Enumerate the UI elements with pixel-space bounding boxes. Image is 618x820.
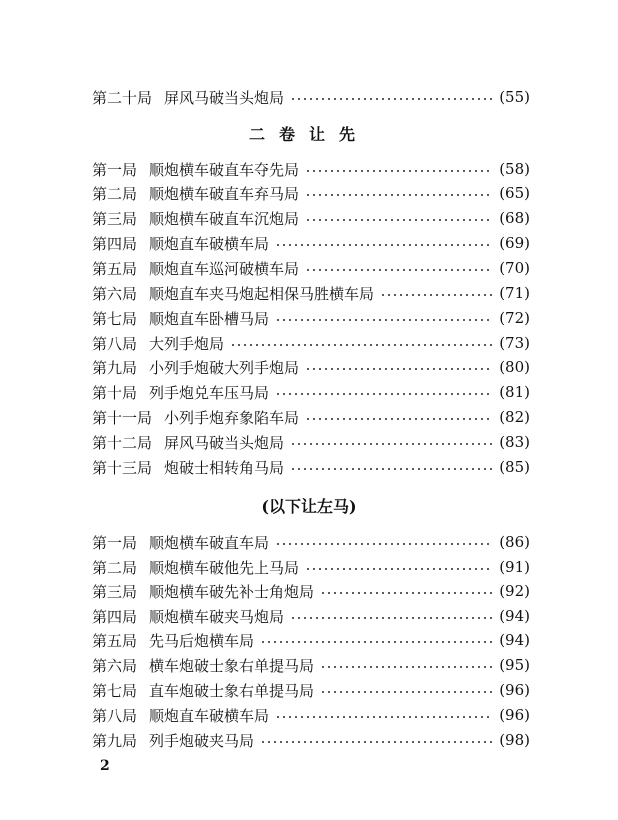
dot-leader xyxy=(305,170,493,172)
toc-entry xyxy=(92,556,530,578)
entry-page: (82) xyxy=(499,408,530,426)
entry-page: (96) xyxy=(499,681,530,699)
entry-title: 顺炮横车破直车弃马局 xyxy=(149,184,300,203)
entry-number: 第四局 xyxy=(92,607,138,626)
dot-leader xyxy=(290,468,493,470)
entry-title: 炮破士相转角马局 xyxy=(164,458,285,477)
entry-title: 列手炮破夹马局 xyxy=(149,731,255,750)
entry-page: (98) xyxy=(499,731,530,749)
dot-leader xyxy=(275,244,493,246)
entry-page: (73) xyxy=(499,334,530,352)
entry-page: (86) xyxy=(499,533,530,551)
entry-number: 第六局 xyxy=(92,284,138,303)
entry-page: (85) xyxy=(499,458,530,476)
toc-entry xyxy=(92,158,530,180)
entry-number: 第六局 xyxy=(92,656,138,675)
entry-title: 顺炮直车巡河破横车局 xyxy=(149,259,300,278)
toc-entry xyxy=(92,282,530,304)
entry-title: 屏风马破当头炮局 xyxy=(164,433,285,452)
dot-leader xyxy=(290,617,493,619)
toc-entry xyxy=(92,307,530,329)
entry-title: 横车炮破士象右单提马局 xyxy=(149,656,315,675)
toc-entry xyxy=(92,729,530,751)
entry-title: 小列手炮弃象陷车局 xyxy=(164,408,300,427)
entry-title: 顺炮横车破夹马炮局 xyxy=(149,607,285,626)
entry-page: (83) xyxy=(499,433,530,451)
dot-leader xyxy=(260,641,493,643)
toc-entry xyxy=(92,580,530,602)
entry-title: 先马后炮横车局 xyxy=(149,631,255,650)
dot-leader xyxy=(305,194,493,196)
entry-page: (70) xyxy=(499,259,530,277)
entry-page: (95) xyxy=(499,656,530,674)
toc-entry xyxy=(92,406,530,428)
dot-leader xyxy=(290,98,493,100)
dot-leader xyxy=(290,443,493,445)
dot-leader xyxy=(305,368,493,370)
dot-leader xyxy=(305,568,493,570)
entry-title: 顺炮直车夹马炮起相保马胜横车局 xyxy=(149,284,375,303)
entry-number: 第三局 xyxy=(92,209,138,228)
dot-leader xyxy=(260,741,493,743)
entry-number: 第八局 xyxy=(92,334,138,353)
dot-leader xyxy=(275,319,493,321)
entry-number: 第五局 xyxy=(92,631,138,650)
entry-number: 第二局 xyxy=(92,558,138,577)
entry-number: 第七局 xyxy=(92,681,138,700)
dot-leader xyxy=(305,418,493,420)
entry-page: (80) xyxy=(499,358,530,376)
toc-entry xyxy=(92,257,530,279)
entry-title: 大列手炮局 xyxy=(149,334,225,353)
entry-page: (65) xyxy=(499,184,530,202)
entry-title: 小列手炮破大列手炮局 xyxy=(149,358,300,377)
entry-number: 第七局 xyxy=(92,309,138,328)
entry-page: (58) xyxy=(499,160,530,178)
toc-entry xyxy=(92,629,530,651)
toc-entry xyxy=(92,679,530,701)
entry-title: 顺炮横车破直车局 xyxy=(149,533,270,552)
entry-page: (94) xyxy=(499,631,530,649)
entry-page: (71) xyxy=(499,284,530,302)
toc-entry xyxy=(92,207,530,229)
dot-leader xyxy=(305,269,493,271)
entry-title: 顺炮横车破直车夺先局 xyxy=(149,160,300,179)
dot-leader xyxy=(230,344,493,346)
entry-number: 第九局 xyxy=(92,731,138,750)
dot-leader xyxy=(320,592,493,594)
section-heading: (以下让左马) xyxy=(261,497,357,516)
entry-page: (92) xyxy=(499,582,530,600)
entry-title: 顺炮横车破直车沉炮局 xyxy=(149,209,300,228)
dot-leader xyxy=(275,716,493,718)
page-number: 2 xyxy=(100,758,110,774)
entry-number: 第十局 xyxy=(92,383,138,402)
toc-entry xyxy=(92,232,530,254)
entry-page: (69) xyxy=(499,234,530,252)
entry-title: 顺炮直车破横车局 xyxy=(149,706,270,725)
entry-number: 第九局 xyxy=(92,358,138,377)
toc-entry xyxy=(92,531,530,553)
dot-leader xyxy=(380,294,493,296)
entry-page: (55) xyxy=(499,88,530,106)
toc-entry xyxy=(92,182,530,204)
entry-page: (94) xyxy=(499,607,530,625)
toc-entry xyxy=(92,332,530,354)
toc-entry xyxy=(92,704,530,726)
dot-leader xyxy=(275,393,493,395)
entry-number: 第十一局 xyxy=(92,408,153,427)
entry-page: (81) xyxy=(499,383,530,401)
entry-number: 第十三局 xyxy=(92,458,153,477)
dot-leader xyxy=(320,691,493,693)
dot-leader xyxy=(320,666,493,668)
entry-number: 第一局 xyxy=(92,160,138,179)
entry-page: (91) xyxy=(499,558,530,576)
entry-title: 顺炮直车卧槽马局 xyxy=(149,309,270,328)
entry-number: 第一局 xyxy=(92,533,138,552)
toc-entry xyxy=(92,605,530,627)
entry-page: (96) xyxy=(499,706,530,724)
dot-leader xyxy=(305,219,493,221)
entry-number: 第四局 xyxy=(92,234,138,253)
toc-entry xyxy=(92,381,530,403)
toc-entry xyxy=(92,654,530,676)
entry-title: 列手炮兑车压马局 xyxy=(149,383,270,402)
entry-page: (68) xyxy=(499,209,530,227)
toc-entry xyxy=(92,456,530,478)
entry-number: 第三局 xyxy=(92,582,138,601)
entry-page: (72) xyxy=(499,309,530,327)
toc-entry xyxy=(92,356,530,378)
toc-entry xyxy=(92,86,530,108)
entry-title: 顺炮横车破他先上马局 xyxy=(149,558,300,577)
entry-title: 屏风马破当头炮局 xyxy=(164,88,285,107)
entry-number: 第五局 xyxy=(92,259,138,278)
entry-title: 顺炮横车破先补士角炮局 xyxy=(149,582,315,601)
entry-number: 第二十局 xyxy=(92,88,153,107)
entry-title: 顺炮直车破横车局 xyxy=(149,234,270,253)
section-heading: 二卷让先 xyxy=(248,125,369,144)
entry-number: 第十二局 xyxy=(92,433,153,452)
dot-leader xyxy=(275,543,493,545)
entry-title: 直车炮破士象右单提马局 xyxy=(149,681,315,700)
entry-number: 第八局 xyxy=(92,706,138,725)
entry-number: 第二局 xyxy=(92,184,138,203)
toc-entry xyxy=(92,431,530,453)
